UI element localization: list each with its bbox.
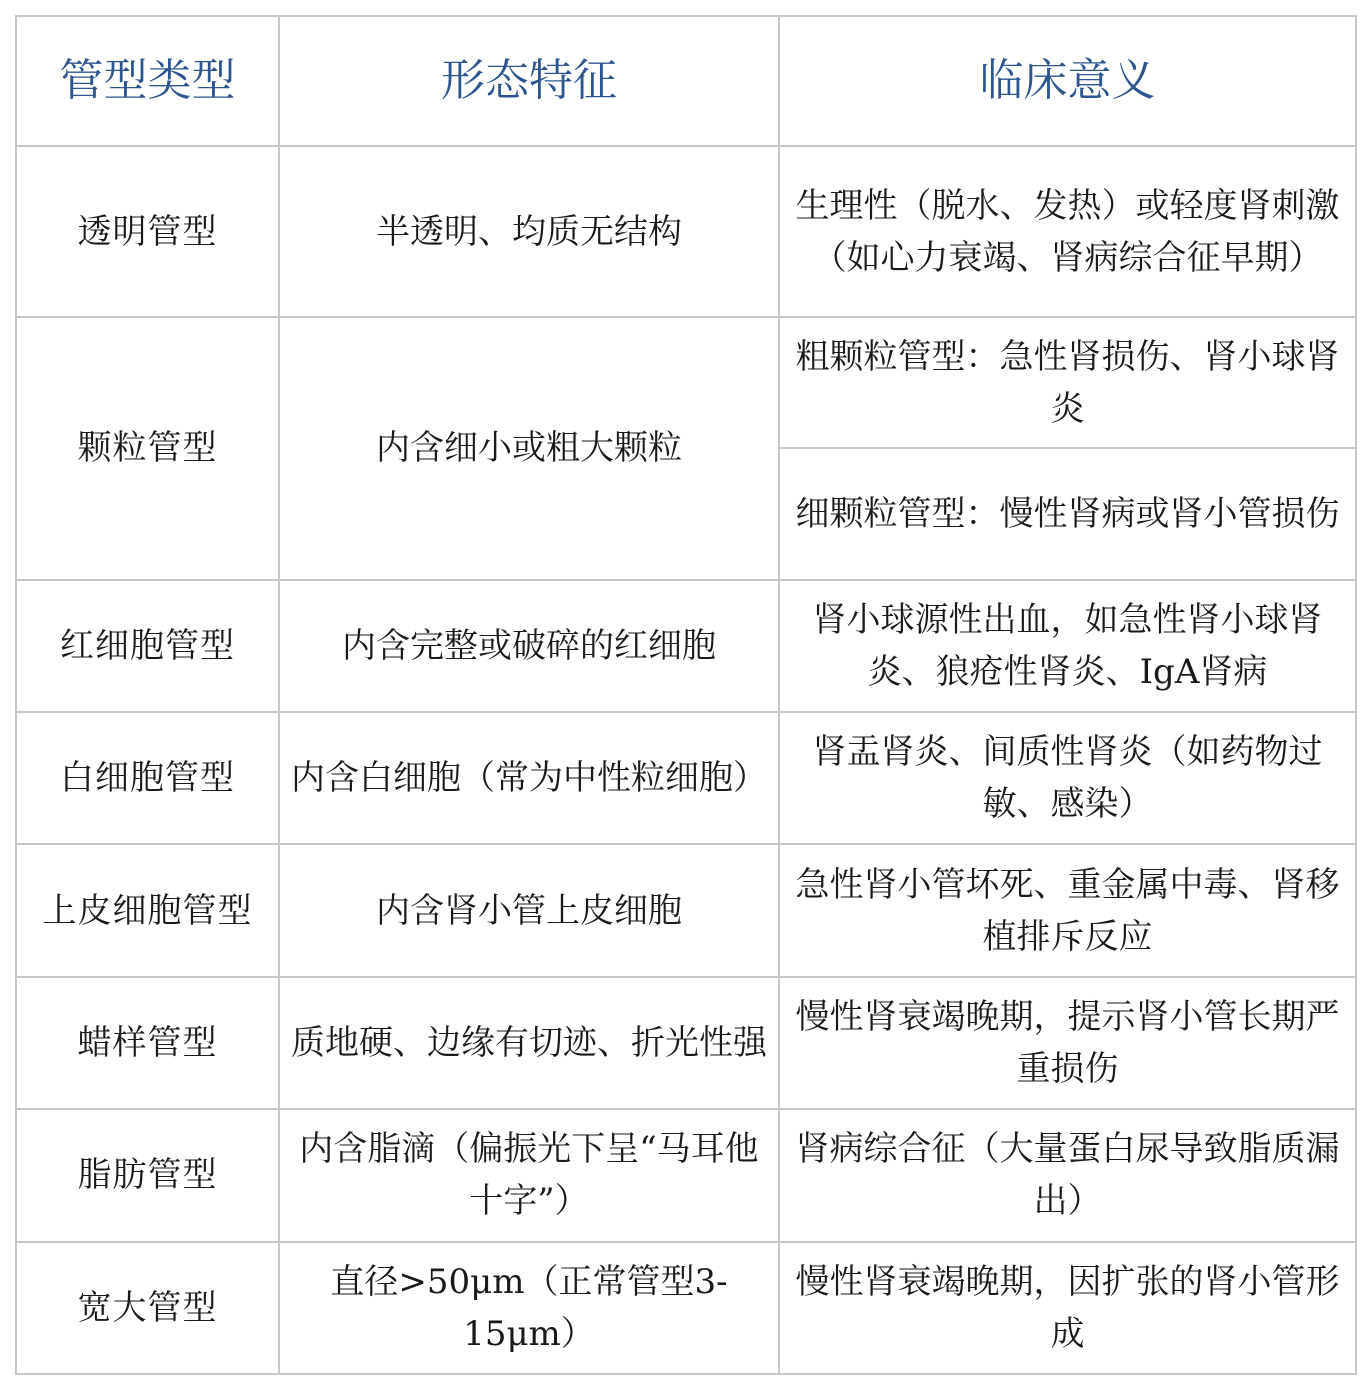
clinical-significance-cell: 粗颗粒管型：急性肾损伤、肾小球肾炎 xyxy=(779,317,1356,448)
morphology-cell: 内含脂滴（偏振光下呈“马耳他十字”） xyxy=(279,1109,779,1241)
morphology-cell: 质地硬、边缘有切迹、折光性强 xyxy=(279,977,779,1109)
cast-type-cell: 蜡样管型 xyxy=(16,977,279,1109)
cast-type-cell: 脂肪管型 xyxy=(16,1109,279,1241)
clinical-significance-cell: 肾小球源性出血，如急性肾小球肾炎、狼疮性肾炎、IgA肾病 xyxy=(779,580,1356,712)
table-row xyxy=(16,977,1356,1109)
table-row xyxy=(16,712,1356,844)
header-row xyxy=(16,16,1356,146)
urine-cast-table xyxy=(15,15,1357,1375)
cast-type-cell: 红细胞管型 xyxy=(16,580,279,712)
cast-type-cell: 上皮细胞管型 xyxy=(16,844,279,976)
clinical-significance-cell: 肾病综合征（大量蛋白尿导致脂质漏出） xyxy=(779,1109,1356,1241)
cast-type-cell: 宽大管型 xyxy=(16,1242,279,1375)
morphology-cell: 内含完整或破碎的红细胞 xyxy=(279,580,779,712)
morphology-cell: 内含白细胞（常为中性粒细胞） xyxy=(279,712,779,844)
cast-type-cell: 透明管型 xyxy=(16,146,279,317)
table-row xyxy=(16,317,1356,448)
morphology-cell: 内含肾小管上皮细胞 xyxy=(279,844,779,976)
clinical-significance-cell: 生理性（脱水、发热）或轻度肾刺激（如心力衰竭、肾病综合征早期） xyxy=(779,146,1356,317)
header-cast-type: 管型类型 xyxy=(16,16,279,146)
morphology-cell: 内含细小或粗大颗粒 xyxy=(279,317,779,580)
cast-type-cell: 颗粒管型 xyxy=(16,317,279,580)
table-row xyxy=(16,1242,1356,1375)
clinical-significance-cell: 肾盂肾炎、间质性肾炎（如药物过敏、感染） xyxy=(779,712,1356,844)
table-row xyxy=(16,146,1356,317)
clinical-significance-cell: 细颗粒管型：慢性肾病或肾小管损伤 xyxy=(779,448,1356,579)
clinical-significance-cell: 急性肾小管坏死、重金属中毒、肾移植排斥反应 xyxy=(779,844,1356,976)
clinical-significance-cell: 慢性肾衰竭晚期，提示肾小管长期严重损伤 xyxy=(779,977,1356,1109)
header-morphology: 形态特征 xyxy=(279,16,779,146)
header-clinical-significance: 临床意义 xyxy=(779,16,1356,146)
cast-type-cell: 白细胞管型 xyxy=(16,712,279,844)
table-row xyxy=(16,844,1356,976)
table-row xyxy=(16,580,1356,712)
clinical-significance-cell: 慢性肾衰竭晚期，因扩张的肾小管形成 xyxy=(779,1242,1356,1375)
morphology-cell: 直径>50μm（正常管型3-15μm） xyxy=(279,1242,779,1375)
table-row xyxy=(16,1109,1356,1241)
morphology-cell: 半透明、均质无结构 xyxy=(279,146,779,317)
